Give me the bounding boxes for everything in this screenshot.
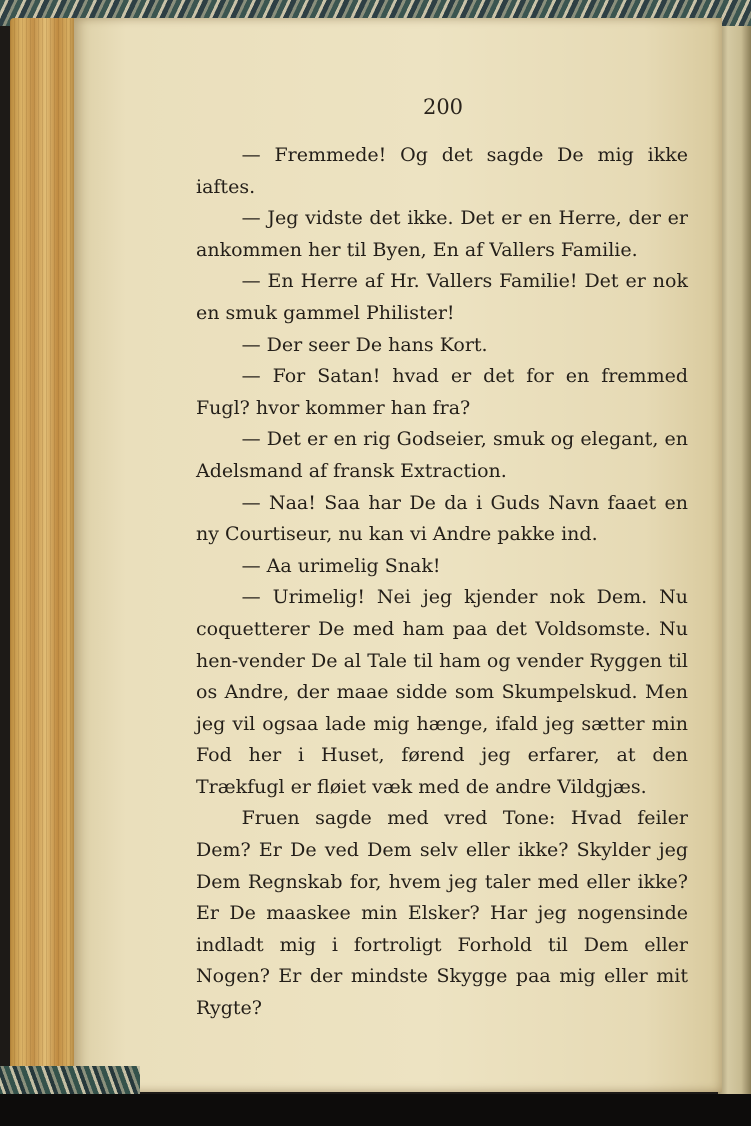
paragraph: — Det er en rig Godseier, smuk og elegant, en Adelsmand af fransk Extraction. [196,428,688,482]
page-number: 200 [422,95,464,119]
paragraph: Fruen sagde med vred Tone: Hvad feiler Dem? Er De ved Dem selv eller ikke? Skylder jeg Dem Regnskab for, hvem jeg taler med eller ikke? Er De maaskee min Elsker? Har jeg nogensinde indladt mig i fortroligt Forhold til Dem eller Nogen? Er der mindste Skygge paa mig eller mit Rygte? [196,807,688,1020]
paragraph: — Jeg vidste det ikke. Det er en Herre, der er ankommen her til Byen, En af Vallers Familie. [196,207,688,261]
paragraph: — Urimelig! Nei jeg kjender nok Dem. Nu coquetterer De med ham paa det Voldsomste. Nu hen-vender De al Tale til ham og vender Ryggen til os Andre, der maae sidde som Skumpelskud. Men jeg vil ogsaa lade mig hænge, ifald jeg sætter min Fod her i Huset, førend jeg erfarer, at den Trækfugl er fløiet væk med de andre Vildgjæs. [196,586,688,798]
paragraph: — Der seer De hans Kort. [241,333,488,356]
page-edge-lines [10,18,78,1084]
paragraph: — Fremmede! Og det sagde De mig ikke iaftes. [196,144,688,198]
paragraph: — For Satan! hvad er det for en fremmed Fugl? hvor kommer han fra? [196,365,688,419]
paragraph: — Aa urimelig Snak! [241,554,441,577]
paragraph: — Naa! Saa har De da i Guds Navn faaet en ny Courtiseur, nu kan vi Andre pakke ind. [196,491,688,546]
bottom-shadow [0,1094,751,1126]
paragraph: — En Herre af Hr. Vallers Familie! Det er nok en smuk gammel Philister! [196,270,688,324]
body-text [196,140,688,1025]
facing-page-edge [718,26,751,1096]
